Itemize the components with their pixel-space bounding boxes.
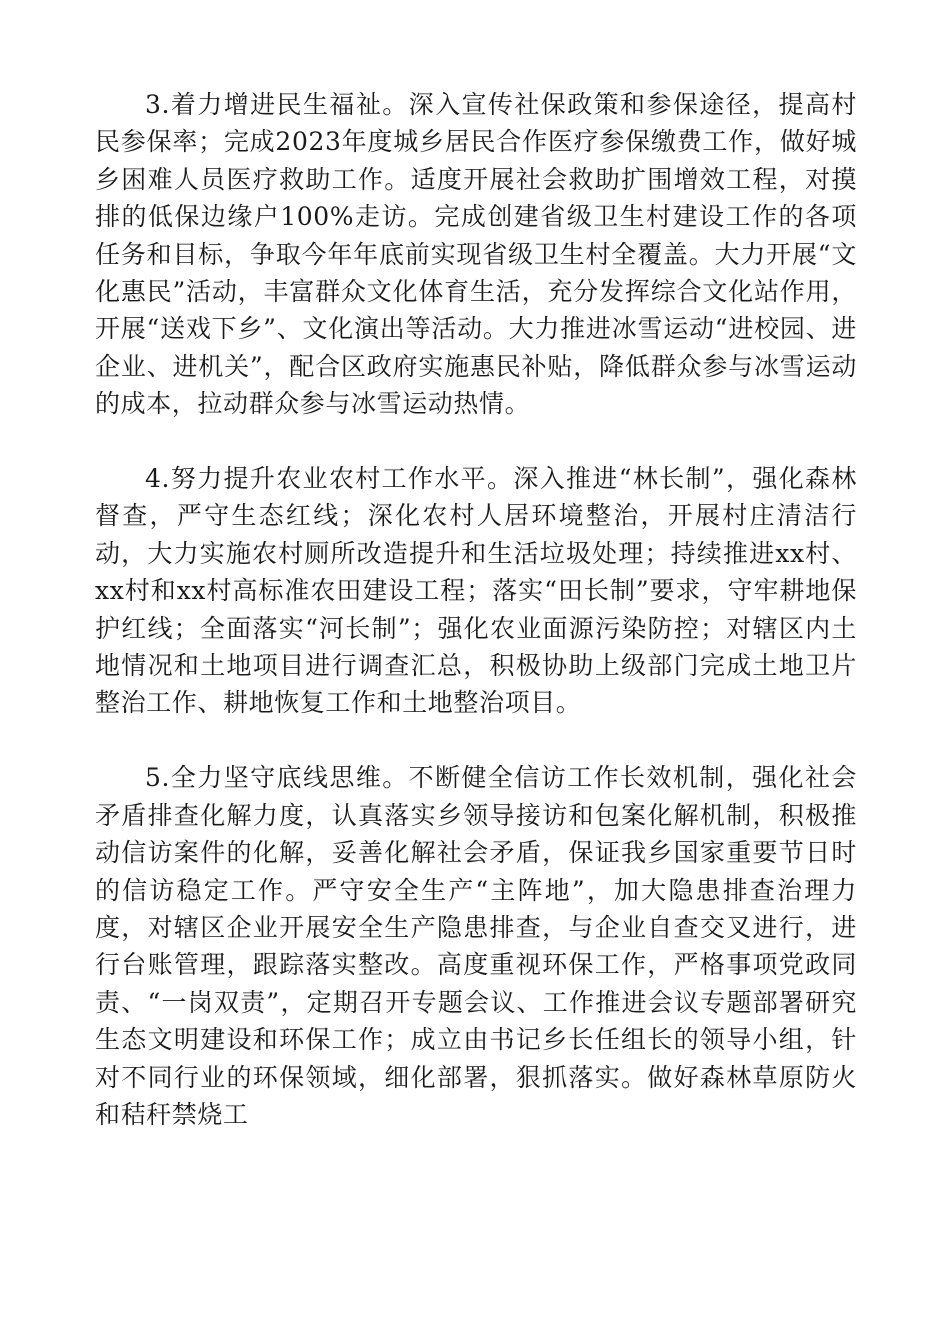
document-body [95, 86, 857, 1133]
paragraph-item-4: 4.努力提升农业农村工作水平。深入推进“林长制”，强化森林督查，严守生态红线；深化农村人居环境整治，开展村庄清洁行动，大力实施农村厕所改造提升和生活垃圾处理；持续推进xx村、xx村和xx村高标准农田建设工程；落实“田长制”要求，守牢耕地保护红线；全面落实“河长制”；强化农业面源污染防控；对辖区内土地情况和土地项目进行调查汇总，积极协助上级部门完成土地卫片整治工作、耕地恢复工作和土地整治项目。 [95, 464, 857, 718]
paragraph-item-3: 3.着力增进民生福祉。深入宣传社保政策和参保途径，提高村民参保率；完成2023年度城乡居民合作医疗参保缴费工作，做好城乡困难人员医疗救助工作。适度开展社会救助扩围增效工程，对摸排的低保边缘户100%走访。完成创建省级卫生村建设工作的各项任务和目标，争取今年年底前实现省级卫生村全覆盖。大力开展“文化惠民”活动，丰富群众文化体育生活，充分发挥综合文化站作用，开展“送戏下乡”、文化演出等活动。大力推进冰雪运动“进校园、进企业、进机关”，配合区政府实施惠民补贴，降低群众参与冰雪运动的成本，拉动群众参与冰雪运动热情。 [95, 90, 857, 419]
paragraph-item-5: 5.全力坚守底线思维。不断健全信访工作长效机制，强化社会矛盾排查化解力度，认真落实乡领导接访和包案化解机制，积极推动信访案件的化解，妥善化解社会矛盾，保证我乡国家重要节日时的信访稳定工作。严守安全生产“主阵地”，加大隐患排查治理力度，对辖区企业开展安全生产隐患排查，与企业自查交叉进行，进行台账管理，跟踪落实整改。高度重视环保工作，严格事项党政同责、“一岗双责”，定期召开专题会议、工作推进会议专题部署研究生态文明建设和环保工作；成立由书记乡长任组长的领导小组，针对不同行业的环保领域，细化部署，狠抓落实。做好森林草原防火和秸秆禁烧工 [95, 763, 857, 1129]
